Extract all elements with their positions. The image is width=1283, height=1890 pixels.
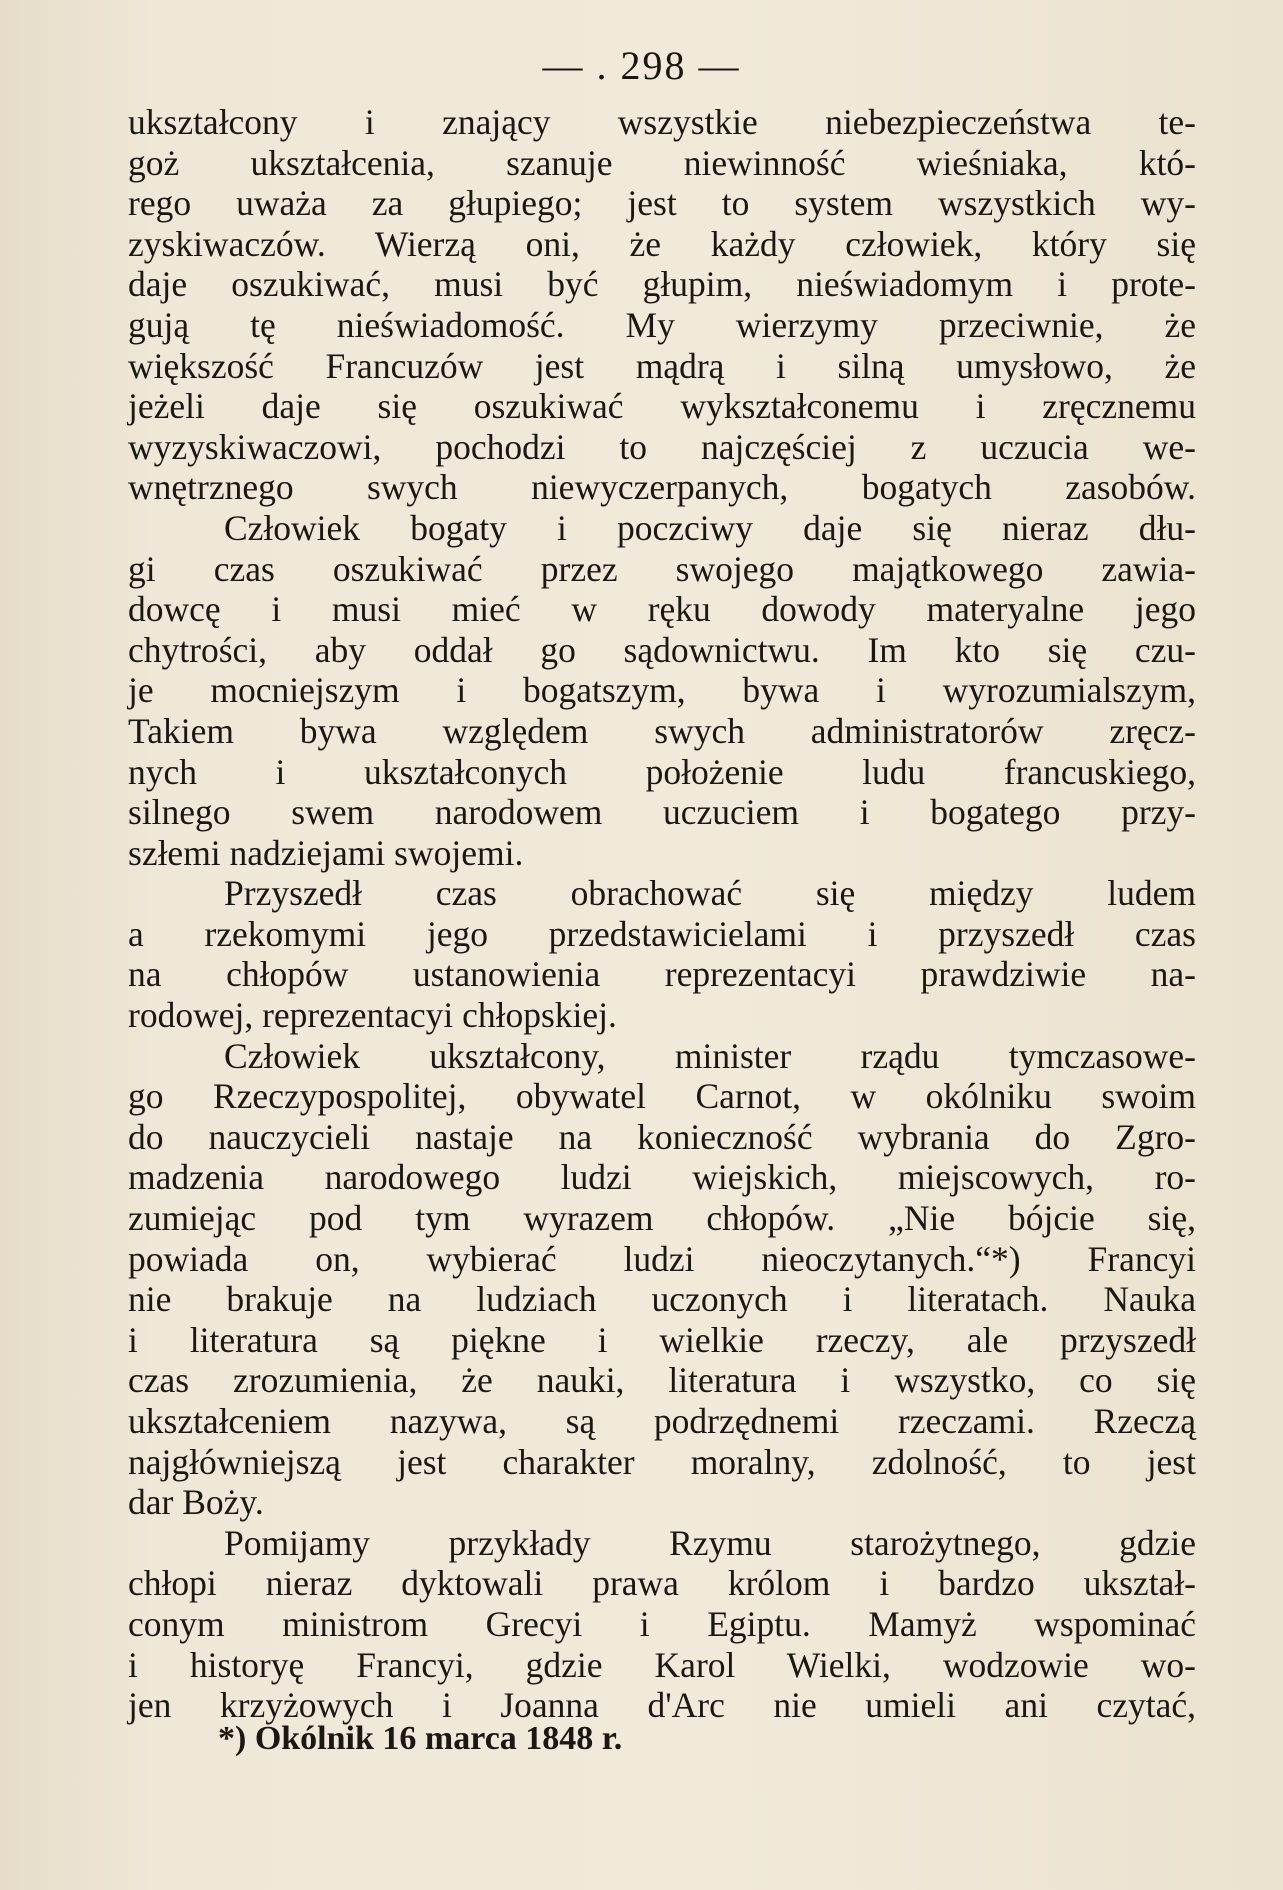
text-line: Przyszedł czas obrachować się między ludem (224, 873, 1196, 914)
text-line: goż ukształcenia, szanuje niewinność wieśniaka, któ- (128, 142, 1196, 183)
text-line: je mocniejszym i bogatszym, bywa i wyrozumialszym, (128, 670, 1196, 711)
body-text (128, 102, 1196, 1726)
text-line: szłemi nadziejami swojemi. (128, 832, 524, 873)
text-line: gi czas oszukiwać przez swojego majątkowego zawia- (128, 548, 1196, 589)
text-line: i historyę Francyi, gdzie Karol Wielki, wodzowie wo- (128, 1644, 1196, 1685)
text-line: dar Boży. (128, 1482, 264, 1523)
text-line: madzenia narodowego ludzi wiejskich, miejscowych, ro- (128, 1157, 1196, 1198)
text-line: nie brakuje na ludziach uczonych i literatach. Nauka (128, 1279, 1196, 1320)
text-line: powiada on, wybierać ludzi nieoczytanych.“*) Francyi (128, 1238, 1196, 1279)
text-line: rego uważa za głupiego; jest to system wszystkich wy- (128, 183, 1196, 224)
text-line: do nauczycieli nastaje na konieczność wybrania do Zgro- (128, 1116, 1196, 1157)
text-line: ukształcony i znający wszystkie niebezpieczeństwa te- (128, 102, 1196, 142)
text-line: daje oszukiwać, musi być głupim, nieświadomym i prote- (128, 264, 1196, 305)
text-line: jeżeli daje się oszukiwać wykształconemu i zręcznemu (128, 386, 1196, 427)
text-line: większość Francuzów jest mądrą i silną umysłowo, że (128, 345, 1196, 386)
text-line: Pomijamy przykłady Rzymu starożytnego, gdzie (224, 1522, 1196, 1563)
text-line: ukształceniem nazywa, są podrzędnemi rzeczami. Rzeczą (128, 1401, 1196, 1441)
text-line: gują tę nieświadomość. My wierzymy przeciwnie, że (128, 304, 1196, 345)
text-line: chłopi nieraz dyktowali prawa królom i bardzo ukształ- (128, 1563, 1196, 1604)
text-line: i literatura są piękne i wielkie rzeczy, ale przyszedł (128, 1319, 1196, 1360)
text-line: Człowiek ukształcony, minister rządu tymczasowe- (224, 1035, 1196, 1076)
text-line: silnego swem narodowem uczuciem i bogatego przy- (128, 792, 1196, 833)
text-line: na chłopów ustanowienia reprezentacyi prawdziwie na- (128, 954, 1196, 995)
text-line: jen krzyżowych i Joanna d'Arc nie umieli ani czytać, (128, 1685, 1196, 1726)
text-line: czas zrozumienia, że nauki, literatura i wszystko, co się (128, 1360, 1196, 1401)
text-line: a rzekomymi jego przedstawicielami i przyszedł czas (128, 913, 1196, 954)
text-line: conym ministrom Grecyi i Egiptu. Mamyż wspominać (128, 1603, 1196, 1644)
text-line: najgłówniejszą jest charakter moralny, zdolność, to jest (128, 1441, 1196, 1482)
text-line: wnętrznego swych niewyczerpanych, bogatych zasobów. (128, 467, 1196, 508)
text-line: nych i ukształconych położenie ludu francuskiego, (128, 751, 1196, 792)
page-number: — . 298 — (542, 43, 741, 88)
text-line: Człowiek bogaty i poczciwy daje się nieraz dłu- (224, 507, 1196, 548)
text-line: go Rzeczypospolitej, obywatel Carnot, w okólniku swoim (128, 1076, 1196, 1117)
text-line: dowcę i musi mieć w ręku dowody materyalne jego (128, 589, 1196, 630)
text-line: wyzyskiwaczowi, pochodzi to najczęściej z uczucia we- (128, 426, 1196, 467)
footnote: *) Okólnik 16 marca 1848 r. (218, 1720, 623, 1757)
text-line: zyskiwaczów. Wierzą oni, że każdy człowiek, który się (128, 223, 1196, 264)
text-line: chytrości, aby oddał go sądownictwu. Im kto się czu- (128, 629, 1196, 670)
text-line: rodowej, reprezentacyi chłopskiej. (128, 995, 617, 1036)
text-line: zumiejąc pod tym wyrazem chłopów. „Nie bójcie się, (128, 1198, 1196, 1239)
text-line: Takiem bywa względem swych administratorów zręcz- (128, 710, 1196, 751)
